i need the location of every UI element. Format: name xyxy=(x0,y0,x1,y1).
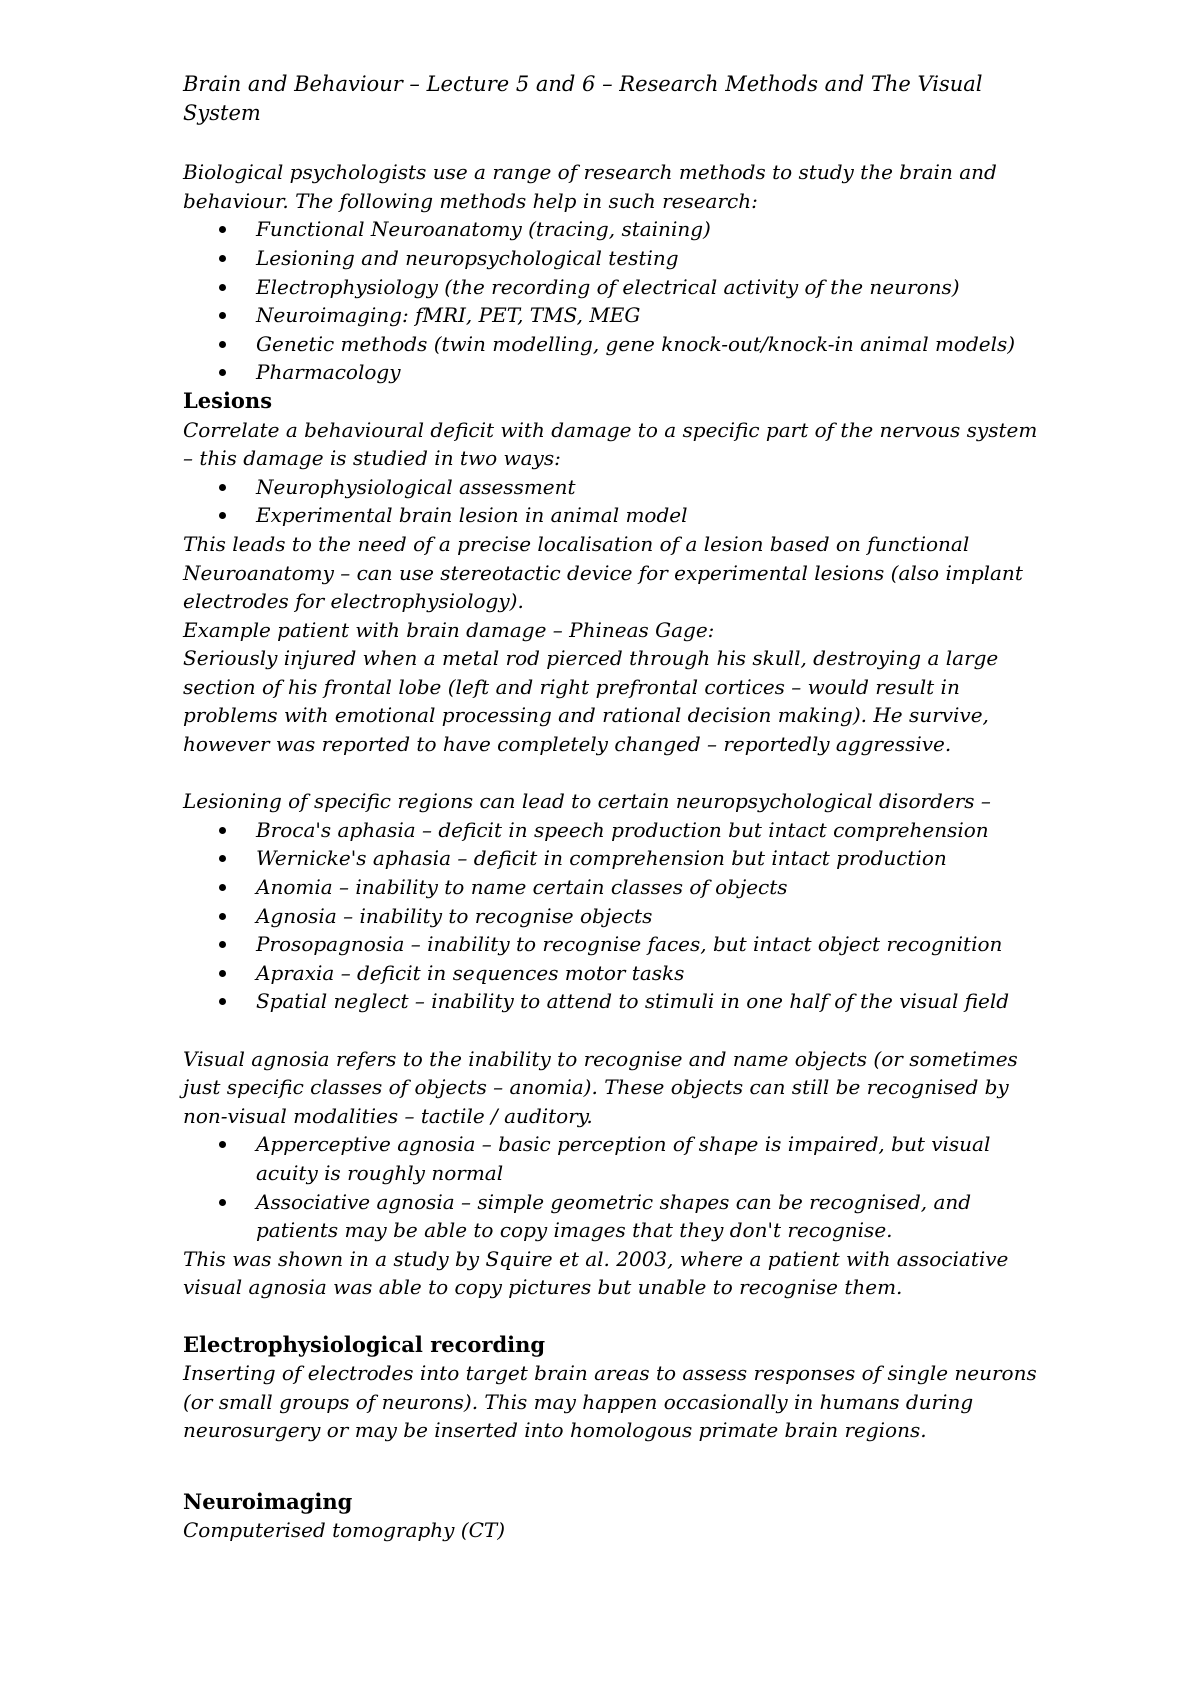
list-item: Apperceptive agnosia – basic perception of shape is impaired, but visual acuity is roughly normal xyxy=(183,1130,1043,1187)
example-patient-line: Example patient with brain damage – Phineas Gage: xyxy=(183,617,715,642)
electrophysiology-heading: Electrophysiological recording xyxy=(183,1331,546,1357)
document-page xyxy=(183,70,1043,1545)
list-item: Spatial neglect – inability to attend to stimuli in one half of the visual field xyxy=(183,987,1043,1016)
spacer xyxy=(183,1016,1043,1045)
list-item: Broca's aphasia – deficit in speech production but intact comprehension xyxy=(183,816,1043,845)
localisation-paragraph: This leads to the need of a precise localisation of a lesion based on functional Neuroanatomy – can use stereotactic device for experimental lesions (also implant electrodes for electrophysiology). xyxy=(183,531,1023,614)
phineas-gage-paragraph: Seriously injured when a metal rod pierced through his skull, destroying a large section of his frontal lobe (left and right prefrontal cortices – would result in problems with emotional processing and rational decision making). He survive, however was reported to have completely changed – reportedly aggressive. xyxy=(183,646,999,757)
page-header: Brain and Behaviour – Lecture 5 and 6 – Research Methods and The Visual System xyxy=(183,72,983,125)
spacer xyxy=(183,1445,1043,1474)
neuroimaging-paragraph: Computerised tomography (CT) xyxy=(183,1518,506,1543)
list-item: Experimental brain lesion in animal model xyxy=(183,501,1043,530)
spacer xyxy=(183,1302,1043,1331)
list-item: Prosopagnosia – inability to recognise faces, but intact object recognition xyxy=(183,930,1043,959)
list-item: Agnosia – inability to recognise objects xyxy=(183,902,1043,931)
spacer xyxy=(183,1474,1043,1488)
list-item: Neurophysiological assessment xyxy=(183,473,1043,502)
list-item: Electrophysiology (the recording of electrical activity of the neurons) xyxy=(183,273,1043,302)
lesions-paragraph: Correlate a behavioural deficit with damage to a specific part of the nervous system – this damage is studied in two ways: xyxy=(183,417,1038,471)
list-item: Neuroimaging: fMRI, PET, TMS, MEG xyxy=(183,301,1043,330)
intro-paragraph: Biological psychologists use a range of research methods to study the brain and behaviour. The following methods help in such research: xyxy=(183,160,997,213)
methods-list xyxy=(183,215,1043,387)
list-item: Pharmacology xyxy=(183,358,1043,387)
list-item: Genetic methods (twin modelling, gene knock-out/knock-in animal models) xyxy=(183,330,1043,359)
list-item: Associative agnosia – simple geometric shapes can be recognised, and patients may be able to copy images that they don't recognise. xyxy=(183,1188,1043,1245)
list-item: Anomia – inability to name certain classes of objects xyxy=(183,873,1043,902)
disorders-list xyxy=(183,816,1043,1016)
lesions-heading: Lesions xyxy=(183,387,273,413)
list-item: Wernicke's aphasia – deficit in comprehension but intact production xyxy=(183,844,1043,873)
list-item: Functional Neuroanatomy (tracing, staining) xyxy=(183,215,1043,244)
list-item: Lesioning and neuropsychological testing xyxy=(183,244,1043,273)
spacer xyxy=(183,759,1043,788)
electrophysiology-paragraph: Inserting of electrodes into target brain areas to assess responses of single neurons (or small groups of neurons). This may happen occasionally in humans during neurosurgery or may be inserted into homologous primate brain regions. xyxy=(183,1361,1037,1443)
visual-agnosia-paragraph: Visual agnosia refers to the inability to recognise and name objects (or sometimes just specific classes of objects – anomia). These objects can still be recognised by non-visual modalities – tactile / auditory. xyxy=(183,1046,1018,1128)
list-item: Apraxia – deficit in sequences motor tasks xyxy=(183,959,1043,988)
agnosia-list xyxy=(183,1130,1043,1244)
squire-study-paragraph: This was shown in a study by Squire et al. 2003, where a patient with associative visual agnosia was able to copy pictures but unable to recognise them. xyxy=(183,1246,1009,1300)
neuroimaging-heading: Neuroimaging xyxy=(183,1488,353,1514)
disorders-paragraph: Lesioning of specific regions can lead to certain neuropsychological disorders – xyxy=(183,789,991,814)
lesions-list xyxy=(183,473,1043,530)
